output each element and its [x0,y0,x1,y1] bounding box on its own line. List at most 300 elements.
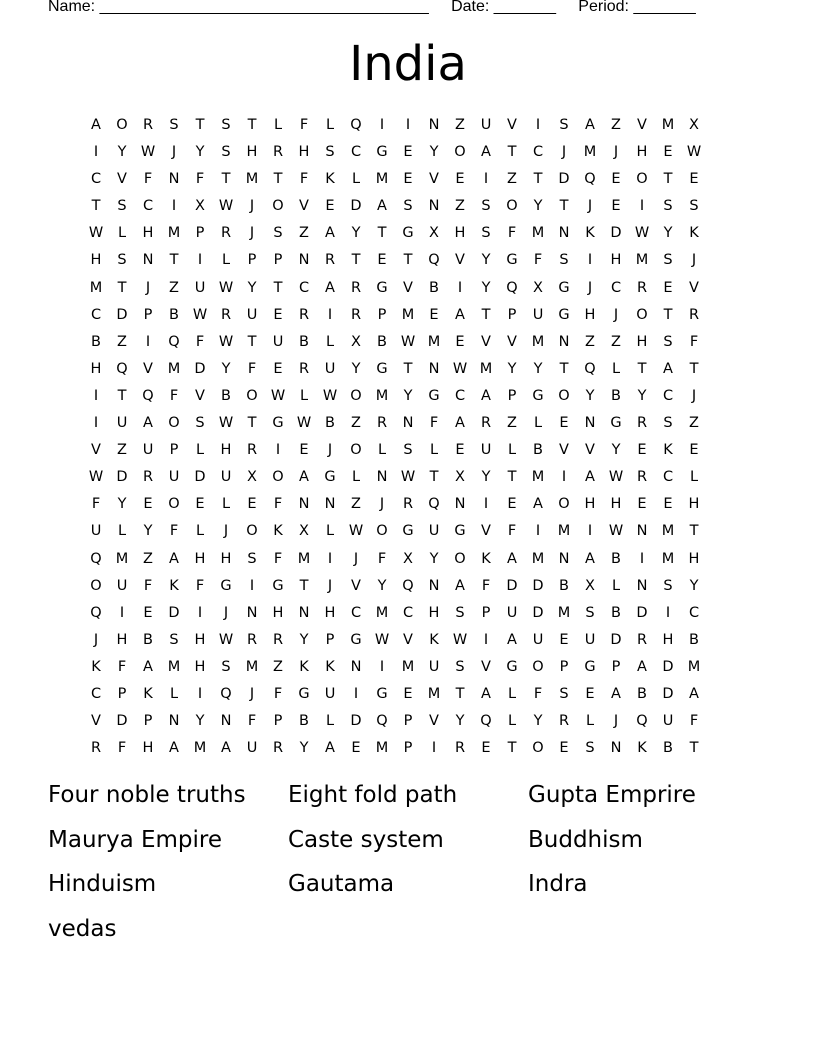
grid-letter: Z [299,225,309,242]
grid-letter: S [169,117,179,133]
grid-letter: U [584,631,596,648]
grid-row [83,224,707,251]
grid-letter: Y [351,225,361,242]
period-label: Period: [578,0,629,15]
grid-letter: G [402,523,414,540]
grid-letter: R [246,631,258,648]
grid-letter: S [195,415,205,432]
grid-letter: O [116,117,128,133]
grid-letter: G [376,279,388,296]
grid-letter: P [403,713,413,730]
grid-letter: P [117,685,127,702]
word-bank-item: Gupta Emprire [528,782,696,808]
grid-letter: Q [428,496,440,513]
grid-letter: L [351,469,361,486]
grid-letter: J [327,442,333,459]
grid-letter: R [272,740,284,757]
grid-letter: O [168,496,180,513]
grid-letter: D [194,360,206,377]
grid-letter: M [375,171,389,188]
grid-letter: V [559,442,569,459]
grid-letter: J [145,279,151,296]
grid-letter: W [218,198,234,215]
grid-letter: J [613,713,619,730]
grid-letter: V [689,279,699,296]
grid-letter: U [246,740,258,757]
grid-letter: W [88,225,104,242]
grid-letter: J [613,144,619,161]
grid-letter: B [221,387,231,404]
grid-letter: R [636,469,648,486]
grid-letter: N [220,713,232,730]
grid-letter: Y [117,496,127,513]
grid-letter: R [350,306,362,323]
grid-row [83,197,707,224]
grid-letter: D [558,171,570,188]
grid-letter: F [481,577,491,594]
grid-letter: G [506,658,518,675]
grid-letter: Y [299,740,309,757]
grid-letter: Z [143,550,153,567]
word-search-grid [83,116,707,766]
grid-letter: T [195,117,205,133]
grid-letter: I [431,740,437,757]
word-bank [48,778,788,956]
grid-row [83,116,707,143]
grid-letter: E [377,252,387,269]
grid-letter: F [273,550,283,567]
grid-letter: K [325,658,335,675]
grid-letter: Z [351,496,361,513]
word-bank-item: Gautama [288,871,395,897]
grid-letter: N [636,577,648,594]
grid-letter: T [247,333,257,350]
grid-letter: G [584,658,596,675]
grid-letter: W [218,333,234,350]
grid-letter: T [689,360,699,377]
grid-letter: I [587,523,593,540]
grid-letter: S [117,252,127,269]
grid-letter: Y [585,387,595,404]
grid-letter: M [557,604,571,621]
grid-letter: E [663,144,673,161]
grid-letter: H [194,658,206,675]
grid-letter: Y [195,144,205,161]
grid-letter: A [481,144,491,161]
grid-letter: C [688,604,700,621]
grid-letter: T [507,469,517,486]
grid-row [83,712,707,739]
grid-letter: E [403,171,413,188]
grid-letter: I [535,523,541,540]
grid-letter: T [507,144,517,161]
grid-letter: V [403,279,413,296]
grid-letter: E [351,740,361,757]
grid-letter: Y [221,360,231,377]
grid-letter: D [610,631,622,648]
grid-letter: U [142,442,154,459]
grid-letter: K [91,658,101,675]
grid-letter: R [376,415,388,432]
grid-letter: P [377,306,387,323]
word-bank-item: Caste system [288,826,444,853]
grid-letter: K [637,740,647,757]
grid-letter: E [195,496,205,513]
grid-letter: E [611,198,621,215]
grid-letter: T [689,523,699,540]
grid-letter: I [639,198,645,215]
word-bank-item: Eight fold path [288,782,458,808]
grid-letter: S [221,144,231,161]
grid-letter: P [143,713,153,730]
grid-letter: S [117,198,127,215]
grid-letter: H [610,496,622,513]
grid-letter: M [531,333,545,350]
grid-letter: U [428,523,440,540]
grid-letter: X [585,577,595,594]
grid-letter: W [374,631,390,648]
grid-letter: Y [429,550,439,567]
grid-letter: B [169,306,179,323]
grid-letter: N [324,496,336,513]
grid-letter: V [429,713,439,730]
grid-letter: J [249,225,255,242]
grid-letter: W [218,415,234,432]
grid-letter: Y [247,279,257,296]
grid-letter: P [611,658,621,675]
grid-letter: S [663,198,673,215]
grid-letter: V [143,360,153,377]
grid-letter: L [117,523,127,540]
grid-letter: G [376,685,388,702]
grid-letter: X [533,279,543,296]
grid-letter: I [457,279,463,296]
grid-letter: Y [351,360,361,377]
grid-letter: V [351,577,361,594]
grid-letter: M [427,685,441,702]
grid-letter: T [247,415,257,432]
grid-letter: P [143,306,153,323]
grid-letter: Z [585,333,595,350]
grid-letter: G [610,415,622,432]
grid-letter: H [220,550,232,567]
grid-letter: C [662,469,674,486]
grid-letter: R [350,279,362,296]
grid-letter: A [299,469,309,486]
word-bank-item: Buddhism [528,826,643,853]
grid-letter: N [298,252,310,269]
grid-letter: N [376,469,388,486]
grid-letter: C [350,144,362,161]
grid-letter: O [272,469,284,486]
grid-letter: U [220,469,232,486]
grid-letter: J [249,685,255,702]
grid-letter: V [195,387,205,404]
grid-letter: E [689,442,699,459]
grid-letter: P [403,740,413,757]
grid-letter: J [587,198,593,215]
grid-letter: U [506,604,518,621]
grid-letter: X [403,550,413,567]
grid-letter: K [169,577,179,594]
grid-letter: Z [273,658,283,675]
grid-letter: B [559,577,569,594]
grid-letter: Z [611,117,621,133]
grid-letter: C [90,306,102,323]
grid-letter: V [403,631,413,648]
grid-letter: E [637,442,647,459]
grid-row [83,658,707,685]
grid-letter: J [223,604,229,621]
grid-letter: T [273,279,283,296]
grid-letter: E [247,496,257,513]
grid-letter: H [90,360,102,377]
grid-letter: H [610,252,622,269]
grid-letter: Z [455,117,465,133]
grid-letter: U [116,577,128,594]
grid-letter: J [249,198,255,215]
grid-letter: G [324,469,336,486]
grid-letter: N [298,604,310,621]
grid-row [83,522,707,549]
grid-letter: S [221,658,231,675]
grid-letter: A [325,740,335,757]
grid-letter: O [636,171,648,188]
grid-letter: D [350,198,362,215]
grid-letter: G [506,252,518,269]
grid-letter: S [481,198,491,215]
grid-letter: I [379,658,385,675]
grid-letter: O [168,415,180,432]
grid-letter: E [429,306,439,323]
grid-letter: A [507,550,517,567]
grid-letter: M [167,658,181,675]
grid-letter: C [610,279,622,296]
grid-letter: O [350,387,362,404]
grid-letter: X [429,225,439,242]
grid-letter: I [93,415,99,432]
grid-letter: M [167,225,181,242]
grid-letter: T [273,171,283,188]
grid-letter: R [688,306,700,323]
grid-row [83,387,707,414]
grid-letter: O [272,198,284,215]
grid-letter: G [220,577,232,594]
grid-letter: M [661,550,675,567]
grid-letter: T [689,740,699,757]
word-bank-item: vedas [48,915,117,942]
grid-letter: W [192,306,208,323]
grid-letter: X [351,333,361,350]
grid-letter: Y [533,713,543,730]
grid-letter: I [483,171,489,188]
grid-letter: N [428,577,440,594]
grid-letter: S [455,604,465,621]
grid-letter: P [507,306,517,323]
grid-letter: W [88,469,104,486]
grid-letter: B [429,279,439,296]
grid-letter: R [246,442,258,459]
grid-letter: K [663,442,673,459]
grid-letter: F [195,333,205,350]
grid-row [83,279,707,306]
grid-letter: E [455,171,465,188]
grid-letter: X [455,469,465,486]
grid-letter: L [195,442,205,459]
grid-letter: L [169,685,179,702]
grid-letter: Z [611,333,621,350]
grid-letter: W [322,387,338,404]
grid-letter: L [611,577,621,594]
grid-letter: Q [142,387,154,404]
grid-letter: I [275,442,281,459]
grid-letter: Q [350,117,362,133]
grid-letter: O [636,306,648,323]
grid-letter: G [454,523,466,540]
grid-row [83,685,707,712]
grid-letter: M [375,740,389,757]
grid-row [83,577,707,604]
grid-letter: T [663,306,673,323]
grid-letter: H [142,225,154,242]
grid-letter: Z [169,279,179,296]
grid-letter: F [507,523,517,540]
grid-letter: S [273,225,283,242]
grid-letter: V [455,252,465,269]
grid-letter: I [327,550,333,567]
grid-letter: O [454,550,466,567]
grid-letter: I [353,685,359,702]
grid-letter: M [557,523,571,540]
grid-letter: D [168,604,180,621]
grid-letter: W [218,631,234,648]
word-bank-item: Hinduism [48,871,157,897]
grid-letter: Y [637,387,647,404]
grid-letter: M [375,604,389,621]
grid-letter: H [688,496,700,513]
grid-letter: Q [584,360,596,377]
grid-letter: Q [220,685,232,702]
grid-letter: F [169,523,179,540]
grid-letter: B [299,333,309,350]
grid-letter: N [350,658,362,675]
grid-letter: L [507,685,517,702]
grid-letter: G [298,685,310,702]
grid-letter: C [90,171,102,188]
grid-letter: Y [403,387,413,404]
grid-letter: R [298,306,310,323]
grid-letter: Y [299,631,309,648]
grid-letter: T [351,252,361,269]
grid-letter: E [143,604,153,621]
grid-letter: B [377,333,387,350]
grid-letter: H [636,144,648,161]
grid-letter: H [454,225,466,242]
grid-letter: B [611,604,621,621]
grid-letter: F [273,496,283,513]
grid-letter: K [143,685,153,702]
grid-letter: U [90,523,102,540]
grid-letter: I [171,198,177,215]
grid-letter: Z [455,198,465,215]
grid-letter: T [455,685,465,702]
grid-letter: V [637,117,647,133]
grid-letter: V [91,713,101,730]
grid-letter: P [169,442,179,459]
grid-letter: E [585,685,595,702]
grid-letter: T [169,252,179,269]
grid-letter: N [558,333,570,350]
grid-letter: E [559,631,569,648]
grid-letter: U [428,658,440,675]
grid-letter: N [584,415,596,432]
grid-letter: R [90,740,102,757]
grid-letter: Y [533,198,543,215]
grid-letter: Q [428,252,440,269]
grid-letter: T [663,171,673,188]
grid-letter: O [246,387,258,404]
grid-letter: Y [507,360,517,377]
grid-letter: A [325,279,335,296]
grid-letter: N [558,550,570,567]
grid-letter: T [377,225,387,242]
grid-letter: J [223,523,229,540]
grid-row [83,631,707,658]
grid-letter: A [325,225,335,242]
grid-letter: T [299,577,309,594]
grid-letter: N [636,523,648,540]
grid-letter: W [608,523,624,540]
grid-letter: Z [507,171,517,188]
grid-letter: J [561,144,567,161]
grid-letter: L [377,442,387,459]
grid-letter: W [270,387,286,404]
grid-letter: N [246,604,258,621]
grid-letter: K [585,225,595,242]
grid-letter: I [639,550,645,567]
grid-letter: Y [117,144,127,161]
grid-letter: N [168,171,180,188]
grid-letter: O [558,496,570,513]
grid-letter: A [689,685,699,702]
grid-letter: L [325,523,335,540]
grid-letter: W [400,469,416,486]
grid-letter: U [246,306,258,323]
grid-letter: H [142,740,154,757]
grid-letter: K [429,631,439,648]
grid-letter: O [532,740,544,757]
grid-letter: M [479,360,493,377]
grid-letter: M [245,171,259,188]
grid-letter: P [247,252,257,269]
grid-letter: O [558,387,570,404]
grid-letter: T [403,252,413,269]
grid-letter: S [585,740,595,757]
grid-row [83,441,707,468]
grid-letter: A [533,496,543,513]
grid-letter: G [272,415,284,432]
grid-letter: V [429,171,439,188]
grid-letter: C [298,279,310,296]
grid-letter: U [532,306,544,323]
grid-letter: R [558,713,570,730]
grid-letter: M [167,360,181,377]
grid-letter: D [116,306,128,323]
grid-letter: F [91,496,101,513]
grid-letter: M [115,550,129,567]
grid-letter: A [455,415,465,432]
grid-letter: Y [377,577,387,594]
